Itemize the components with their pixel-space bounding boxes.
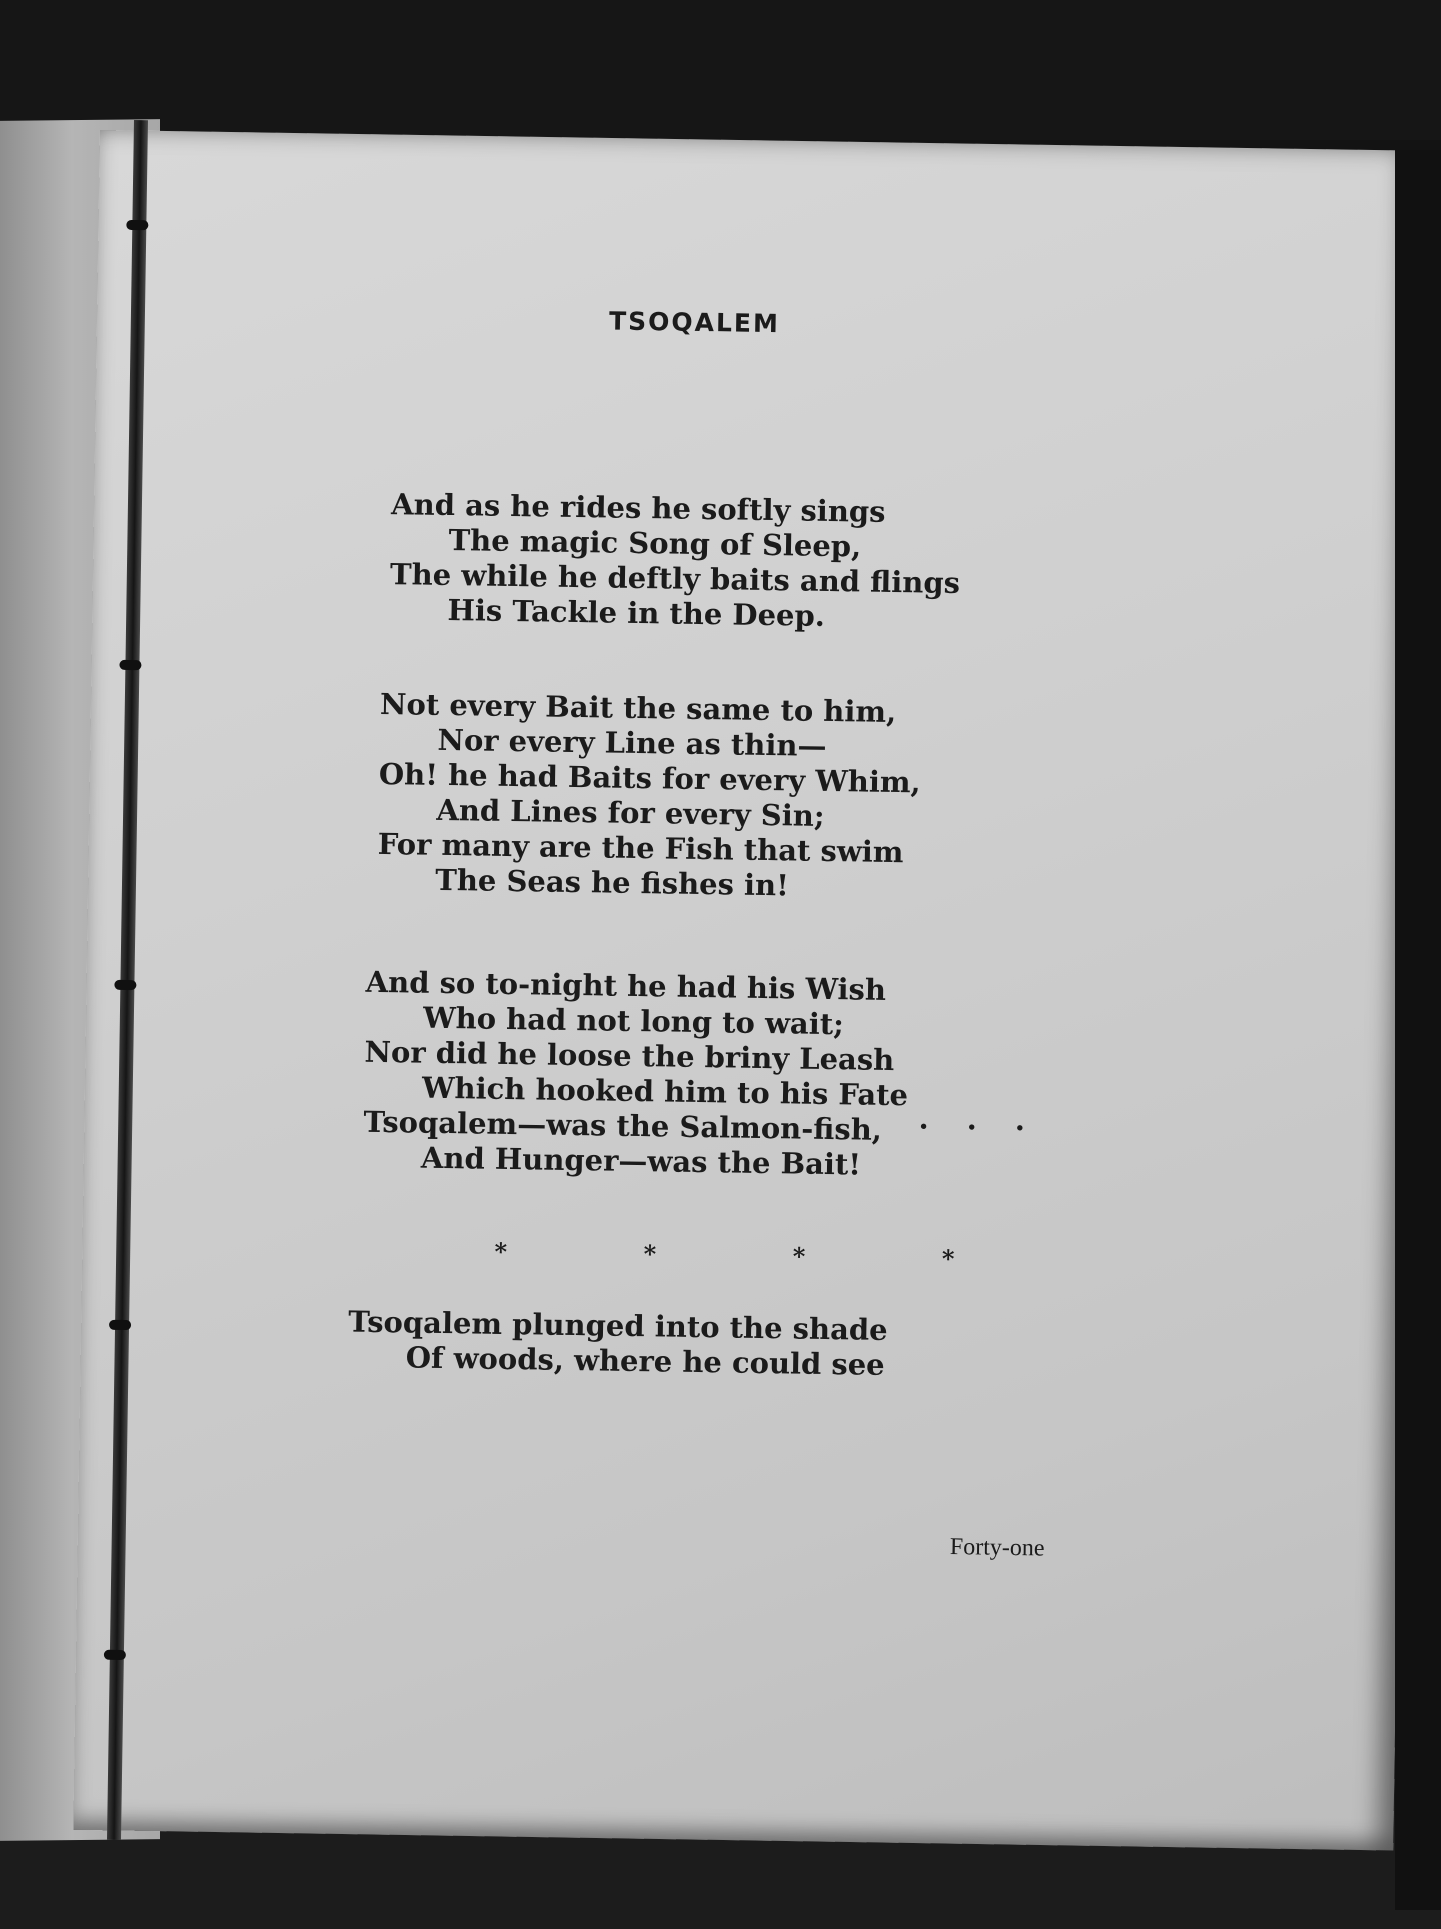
verse-line: Not every Bait the same to him,: [379, 686, 897, 730]
separator-asterisk: *: [494, 1236, 508, 1267]
stanza-4: [348, 1305, 888, 1383]
verse-line: Which hooked him to his Fate: [421, 1070, 909, 1113]
stanza-2: [377, 687, 922, 905]
verse-line: Nor every Line as thin—: [437, 722, 827, 763]
verse-line: Oh! he had Baits for every Whim,: [378, 756, 921, 800]
verse-line: And as he rides he softly sings: [390, 487, 886, 529]
verse-line: Tsoqalem—was the Salmon-fish,: [363, 1104, 883, 1147]
section-separator: [494, 1237, 954, 1273]
verse-line: Who had not long to wait;: [422, 1000, 845, 1042]
verse-line: And Lines for every Sin;: [436, 792, 825, 833]
verse-line: Of woods, where he could see: [405, 1340, 885, 1382]
separator-asterisk: *: [792, 1241, 806, 1271]
verse-line: The while he deftly baits and flings: [389, 557, 961, 601]
page-number: Forty-one: [949, 1534, 1045, 1562]
page-title: TSOQALEM: [608, 306, 781, 339]
stanza-1: [389, 487, 961, 636]
separator-asterisk: *: [941, 1243, 955, 1274]
separator-asterisk: *: [643, 1239, 657, 1269]
verse-line: The magic Song of Sleep,: [448, 523, 862, 564]
verse-line: Nor did he loose the briny Leash: [364, 1034, 895, 1078]
verse-line: For many are the Fish that swim: [377, 826, 904, 870]
stanza-3: [363, 965, 910, 1184]
verse-line: The Seas he fishes in!: [435, 862, 790, 903]
verse-line: His Tackle in the Deep.: [447, 593, 826, 633]
ellipsis-mark: . . .: [918, 1101, 1040, 1138]
verse-line: Tsoqalem plunged into the shade: [348, 1304, 888, 1347]
verse-line: And Hunger—was the Bait!: [420, 1140, 862, 1182]
verse-line: And so to-night he had his Wish: [365, 964, 887, 1007]
